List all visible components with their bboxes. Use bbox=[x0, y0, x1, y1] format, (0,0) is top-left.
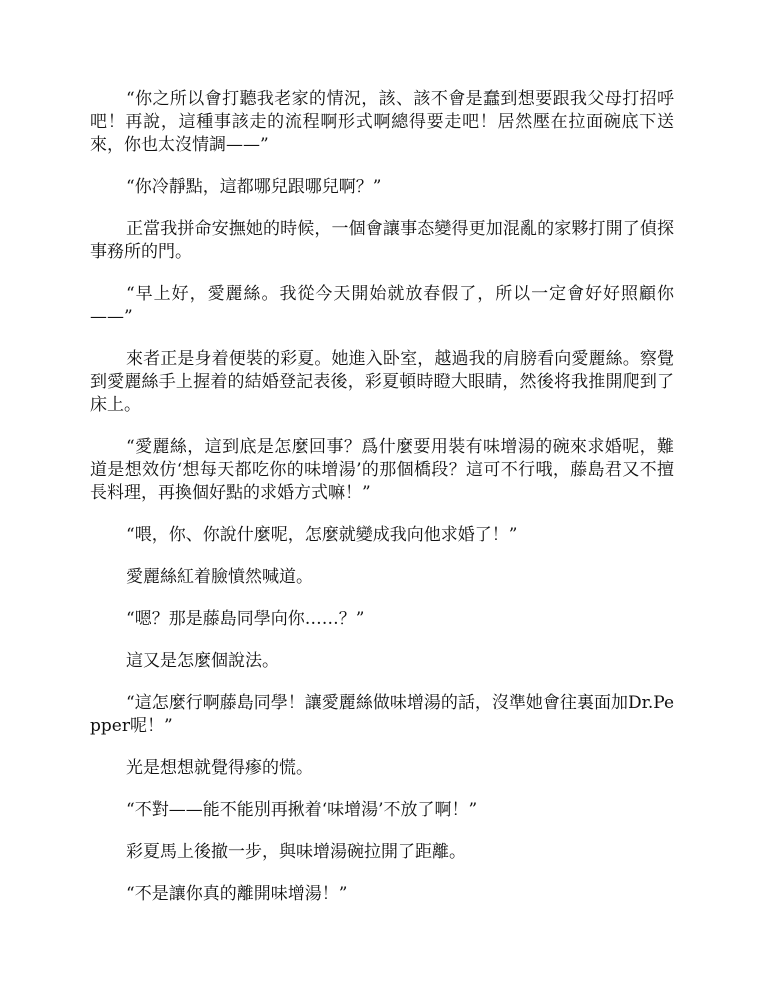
paragraph-1: “你之所以會打聽我老家的情況，該、該不會是蠢到想要跟我父母打招呼吧！再說，這種事該走的流程啊形式啊總得要走吧！居然壓在拉面碗底下送來，你也太沒情調——” bbox=[90, 89, 674, 155]
paragraph-7: “喂，你、你說什麼呢，怎麼就變成我向他求婚了！” bbox=[126, 525, 518, 545]
paragraph-9: “嗯？那是藤島同學向你……？” bbox=[126, 609, 365, 629]
paragraph-6: “愛麗絲，這到底是怎麼回事？爲什麼要用裝有味增湯的碗來求婚呢，難道是想效仿‘想每天都吃你的味增湯’的那個橋段？這可不行哦，藤島君又不擅長料理，再換個好點的求婚方式嘛！” bbox=[90, 437, 674, 503]
paragraph-12: 光是想想就覺得瘆的慌。 bbox=[126, 758, 313, 778]
paragraph-13: “不對——能不能別再揪着‘味增湯’不放了啊！” bbox=[126, 800, 478, 820]
paragraph-3: 正當我拼命安撫她的時候，一個會讓事态變得更加混亂的家夥打開了偵探事務所的門。 bbox=[90, 219, 674, 262]
paragraph-4: “早上好，愛麗絲。我從今天開始就放春假了，所以一定會好好照顧你——” bbox=[90, 284, 674, 327]
paragraph-2: “你冷靜點，這都哪兒跟哪兒啊？” bbox=[126, 177, 382, 197]
paragraph-14: 彩夏馬上後撤一步，與味增湯碗拉開了距離。 bbox=[126, 842, 466, 862]
paragraph-8: 愛麗絲紅着臉憤然喊道。 bbox=[126, 567, 313, 587]
paragraph-5: 來者正是身着便裝的彩夏。她進入卧室，越過我的肩膀看向愛麗絲。察覺到愛麗絲手上握着的結婚登記表後，彩夏頓時瞪大眼睛，然後将我推開爬到了床上。 bbox=[90, 349, 674, 415]
paragraph-10: 這又是怎麼個說法。 bbox=[126, 651, 279, 671]
paragraph-15: “不是讓你真的離開味增湯！” bbox=[126, 884, 348, 904]
document-page bbox=[90, 88, 674, 925]
paragraph-11: “這怎麼行啊藤島同學！讓愛麗絲做味增湯的話，沒準她會往裏面加Dr.Pepper呢！” bbox=[90, 693, 674, 736]
